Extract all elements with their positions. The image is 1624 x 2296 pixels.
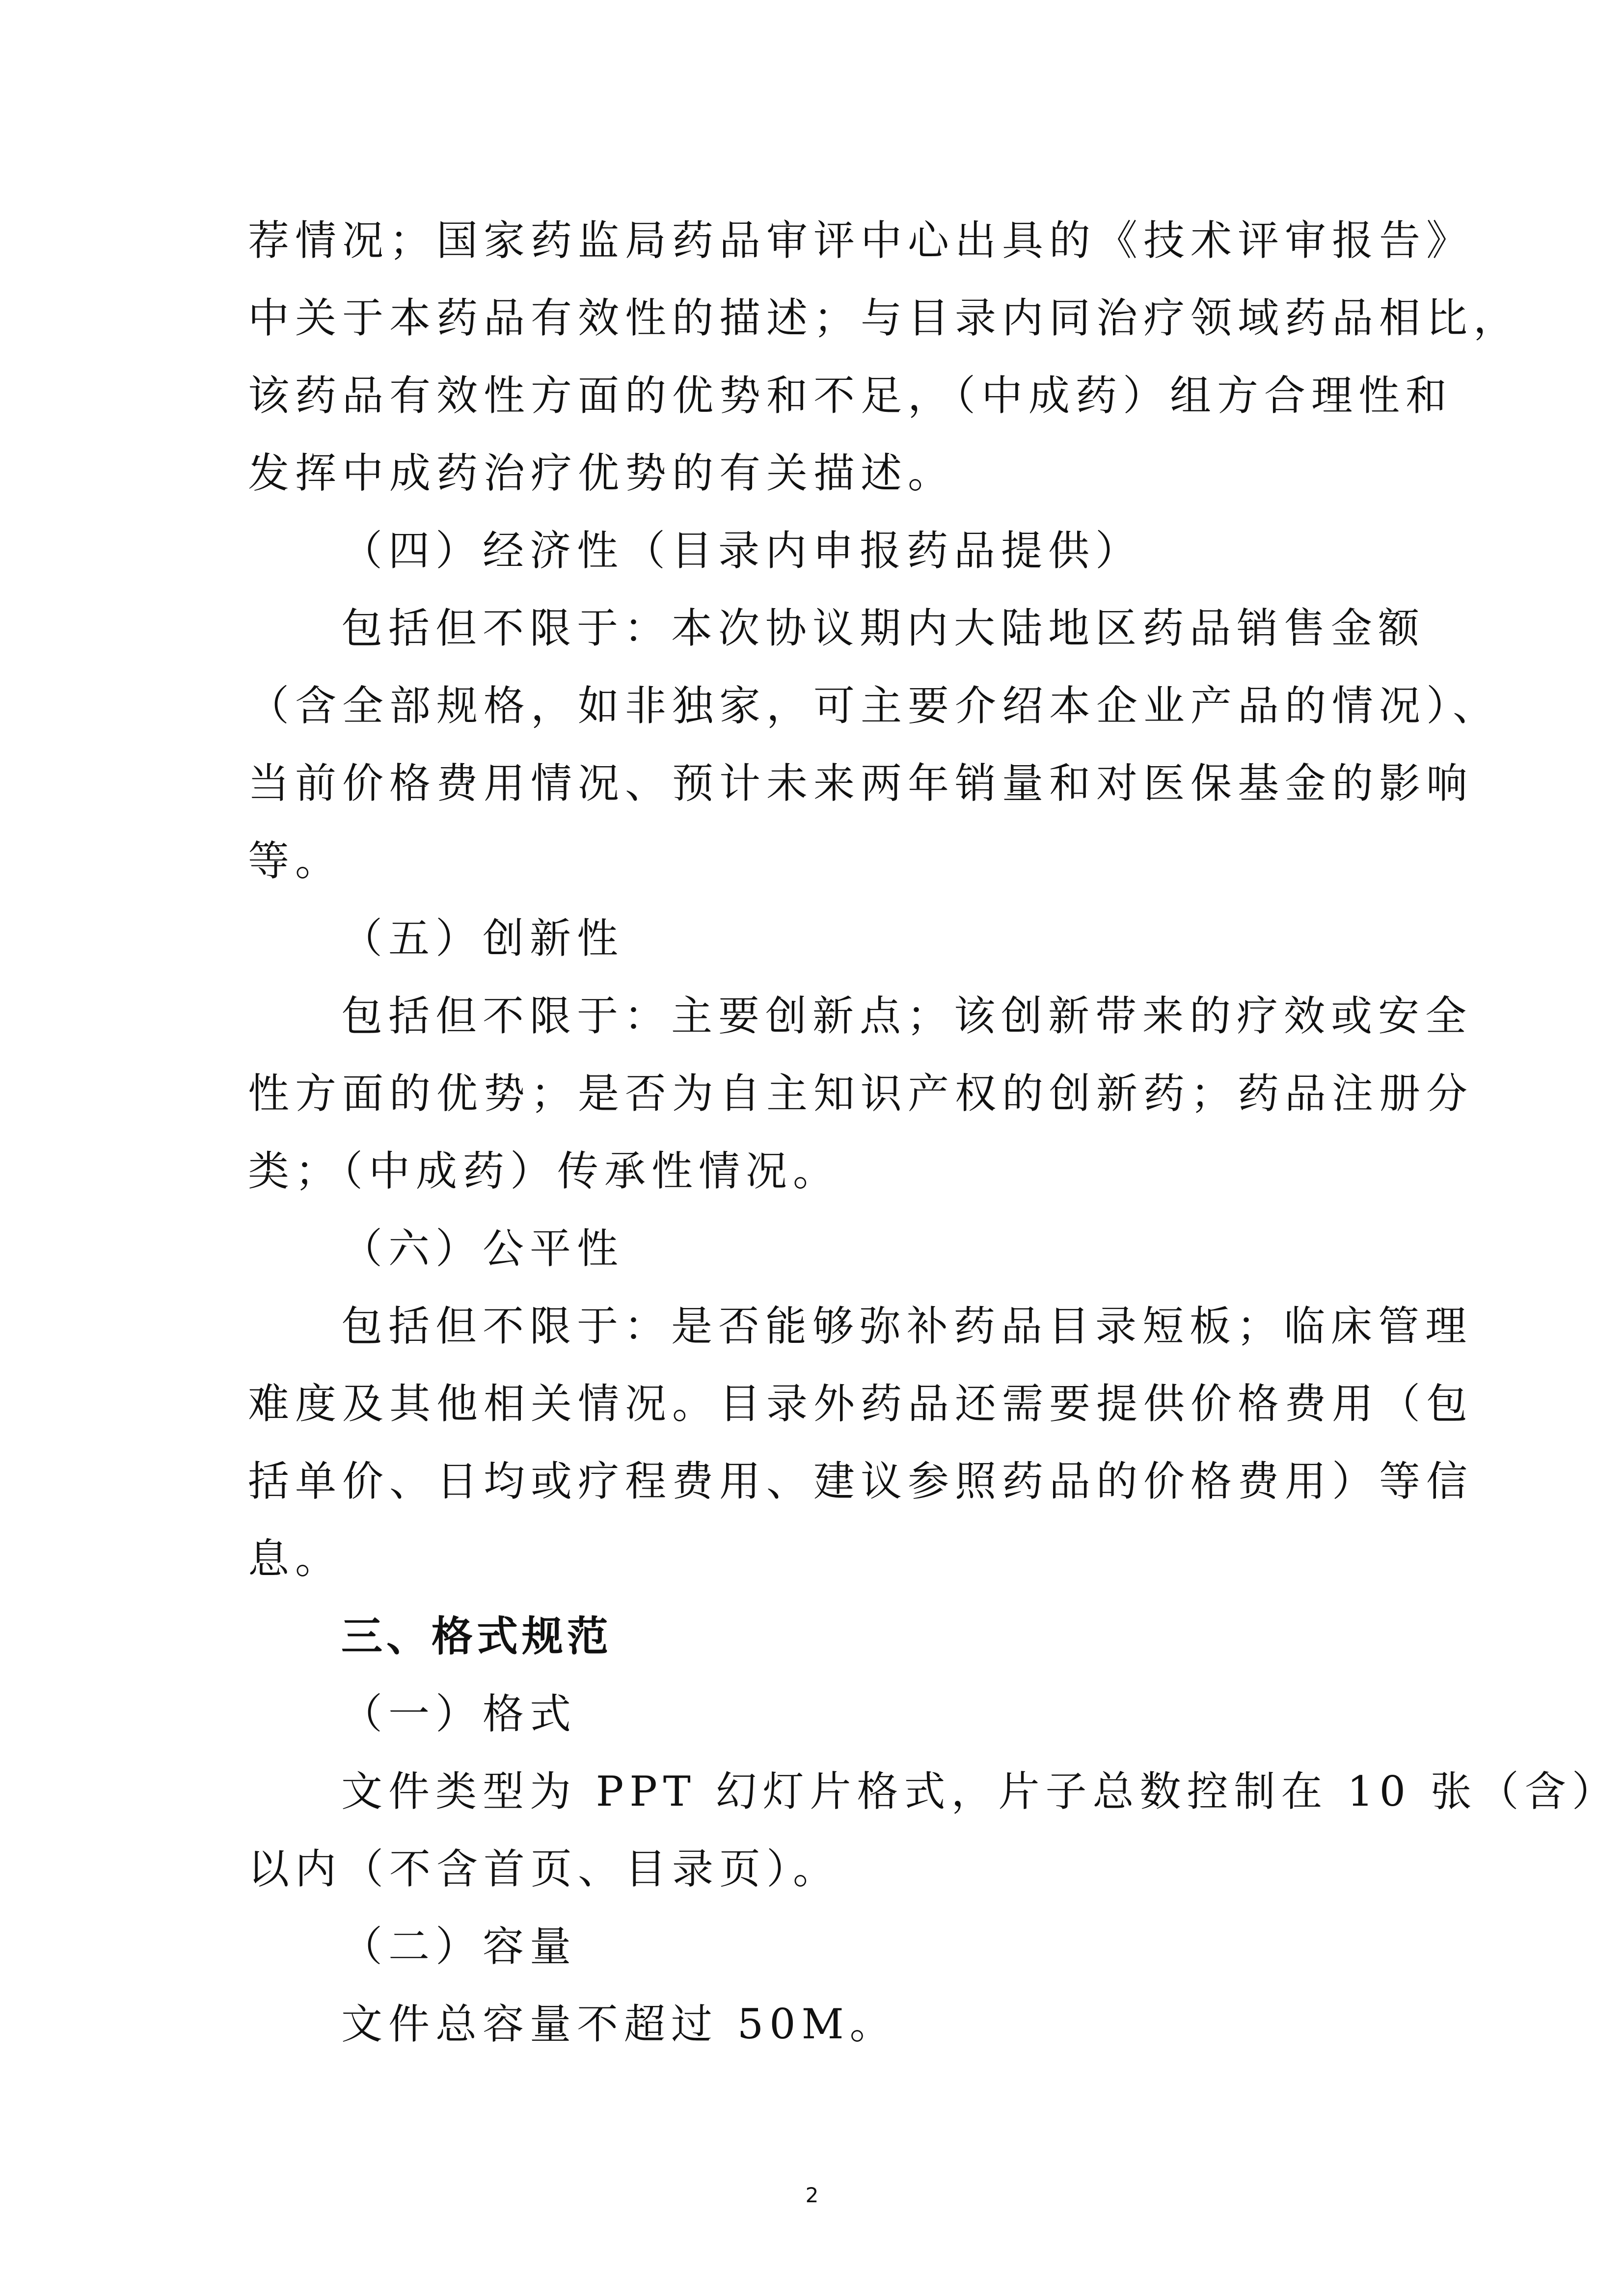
paragraph-line: 该药品有效性方面的优势和不足，（中成药）组方合理性和: [248, 372, 1453, 420]
paragraph-line: 括单价、日均或疗程费用、建议参照药品的价格费用）等信: [248, 1457, 1474, 1505]
page-number: 2: [805, 2183, 819, 2207]
subsection-heading-capacity: （二）容量: [341, 1922, 577, 1971]
paragraph-line: 难度及其他相关情况。目录外药品还需要提供价格费用（包: [248, 1380, 1474, 1428]
paragraph-line: 荐情况；国家药监局药品审评中心出具的《技术评审报告》: [248, 216, 1474, 265]
paragraph-line: 当前价格费用情况、预计未来两年销量和对医保基金的影响: [248, 759, 1474, 807]
paragraph-line: 等。: [248, 837, 343, 885]
section-heading-fairness: （六）公平性: [341, 1225, 624, 1273]
paragraph-line: 包括但不限于：是否能够弥补药品目录短板；临床管理: [341, 1302, 1473, 1350]
section-heading-format-spec: 三、格式规范: [341, 1612, 613, 1660]
paragraph-line: 类；（中成药）传承性情况。: [248, 1147, 840, 1195]
paragraph-line: 以内（不含首页、目录页）。: [248, 1845, 840, 1893]
paragraph-line: 中关于本药品有效性的描述；与目录内同治疗领域药品相比，: [248, 294, 1521, 342]
paragraph-line: 包括但不限于：主要创新点；该创新带来的疗效或安全: [341, 992, 1473, 1040]
paragraph-line: 包括但不限于：本次协议期内大陆地区药品销售金额: [341, 604, 1426, 652]
paragraph-line: （含全部规格，如非独家，可主要介绍本企业产品的情况）、: [248, 682, 1500, 730]
subsection-heading-format: （一）格式: [341, 1690, 577, 1738]
paragraph-line: 文件总容量不超过 50M。: [341, 2000, 897, 2048]
section-heading-economy: （四）经济性（目录内申报药品提供）: [341, 527, 1143, 575]
paragraph-line: 息。: [248, 1535, 343, 1583]
paragraph-line: 发挥中成药治疗优势的有关描述。: [248, 449, 955, 497]
paragraph-line: 文件类型为 PPT 幻灯片格式，片子总数控制在 10 张（含）: [341, 1767, 1619, 1815]
section-heading-innovation: （五）创新性: [341, 914, 624, 962]
paragraph-line: 性方面的优势；是否为自主知识产权的创新药；药品注册分: [248, 1069, 1474, 1118]
